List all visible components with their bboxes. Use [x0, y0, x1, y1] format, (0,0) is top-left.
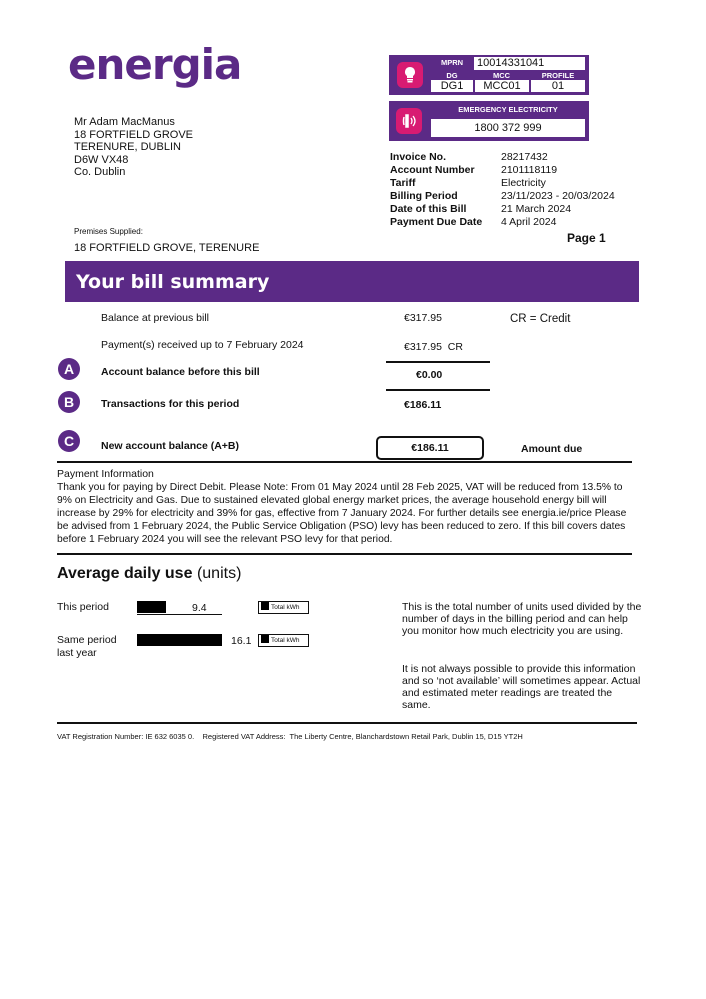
lightbulb-icon	[397, 62, 423, 88]
invoice-value: Electricity	[501, 177, 546, 189]
emergency-title: EMERGENCY ELECTRICITY	[458, 105, 558, 114]
emergency-number: 1800 372 999	[431, 119, 585, 137]
divider	[57, 553, 632, 555]
mcc-label: MCC	[492, 71, 511, 80]
address-line: 18 FORTFIELD GROVE	[74, 128, 193, 141]
mcc-value: MCC01	[475, 80, 529, 92]
invoice-value: 23/11/2023 - 20/03/2024	[501, 190, 615, 202]
invoice-label: Payment Due Date	[390, 216, 483, 228]
divider	[386, 361, 490, 363]
invoice-label: Date of this Bill	[390, 203, 467, 215]
invoice-label: Invoice No.	[390, 151, 447, 163]
mprn-value: 10014331041	[474, 57, 585, 70]
marker-c: C	[58, 430, 80, 452]
premises-value: 18 FORTFIELD GROVE, TERENURE	[74, 242, 260, 254]
footer-vat: VAT Registration Number: IE 632 6035 0. Registered VAT Address: The Liberty Centre, Blanchardstown Retail Park, Dublin 15, D15 YT2H	[57, 732, 523, 741]
transactions-label: Transactions for this period	[101, 398, 240, 410]
adu-title-units: (units)	[196, 565, 242, 582]
payment-info-title: Payment Information	[57, 468, 154, 480]
prev-balance-label: Balance at previous bill	[101, 312, 209, 324]
profile-value: 01	[531, 80, 585, 92]
axis-line	[137, 614, 222, 615]
adu-title-bold: Average daily use	[57, 565, 193, 582]
divider	[57, 461, 632, 463]
invoice-row	[390, 203, 615, 216]
customer-address	[74, 116, 193, 179]
average-daily-use-title	[57, 565, 241, 583]
emergency-box	[389, 101, 589, 141]
transactions-value: €186.11	[404, 399, 442, 411]
prev-balance-value: €317.95	[404, 312, 442, 324]
invoice-row	[390, 190, 615, 203]
divider	[57, 722, 637, 724]
chart-bar-this-period	[137, 601, 166, 613]
legend-total-kwh	[258, 634, 309, 647]
same-period-value: 16.1	[231, 635, 252, 647]
credit-note: CR = Credit	[510, 313, 571, 325]
invoice-value: 21 March 2024	[501, 203, 572, 215]
address-line: TERENURE, DUBLIN	[74, 141, 181, 153]
legend-label: Total kWh	[271, 604, 300, 611]
chart-bar-same-period	[137, 634, 222, 646]
divider	[386, 389, 490, 391]
new-balance-label: New account balance (A+B)	[101, 440, 239, 452]
invoice-label: Billing Period	[390, 190, 458, 202]
invoice-details	[390, 151, 615, 229]
payments-value: €317.95 CR	[404, 341, 463, 353]
mprn-box	[389, 55, 589, 95]
mprn-icon-wrap	[390, 56, 430, 93]
bill-summary-banner	[65, 261, 639, 302]
invoice-value: 2101118119	[501, 164, 558, 176]
invoice-label: Account Number	[390, 164, 475, 176]
payment-info-body: Thank you for paying by Direct Debit. Please Note: From 01 May 2024 until 28 Feb 2025, VAT will be reduced from 13.5% to 9% on Electricity and Gas. Due to sustained elevated global energy market prices, the average household energy bill will increase by 29% for electricity and 39% for gas, effective from 7 January 2024. For further details see energia.ie/price Please be advised from 1 February 2024, the Public Service Obligation (PSO) levy has been reduced to zero. If this bill covers dates before 1 February 2024 you will see the relevant PSO levy for that period.	[57, 482, 627, 545]
invoice-row	[390, 216, 615, 229]
same-period-label-1: Same period	[57, 634, 117, 646]
dg-label: DG	[446, 71, 458, 80]
customer-name: Mr Adam MacManus	[74, 116, 175, 128]
energia-logo: energia	[68, 40, 242, 89]
dg-value: DG1	[431, 80, 473, 92]
address-line: Co. Dublin	[74, 166, 126, 178]
adu-note-2: It is not always possible to provide this information and so ‘not available’ will sometimes appear. Actual and estimated meter readings are treated the same.	[402, 663, 641, 711]
invoice-row	[390, 164, 615, 177]
phone-icon	[396, 108, 422, 134]
invoice-value: 28217432	[501, 151, 548, 163]
legend-label: Total kWh	[271, 637, 300, 644]
invoice-row	[390, 177, 615, 190]
invoice-row	[390, 151, 615, 164]
page-number: Page 1	[567, 231, 606, 245]
balance-before-label: Account balance before this bill	[101, 366, 260, 378]
bill-summary-title: Your bill summary	[76, 271, 270, 293]
marker-b: B	[58, 391, 80, 413]
invoice-value: 4 April 2024	[501, 216, 557, 228]
mprn-grid	[430, 56, 587, 93]
new-balance-value: €186.11	[376, 436, 484, 460]
this-period-label: This period	[57, 601, 109, 613]
legend-swatch	[261, 635, 269, 643]
premises-label: Premises Supplied:	[74, 227, 143, 236]
amount-due-label: Amount due	[521, 443, 583, 455]
balance-before-value: €0.00	[416, 369, 443, 381]
same-period-label	[57, 634, 117, 660]
address-line: D6W VX48	[74, 153, 129, 166]
this-period-value: 9.4	[192, 602, 207, 614]
mprn-label: MPRN	[440, 58, 464, 67]
profile-label: PROFILE	[541, 71, 575, 80]
payments-label: Payment(s) received up to 7 February 2024	[101, 339, 304, 351]
marker-a: A	[58, 358, 80, 380]
same-period-label-2: last year	[57, 647, 97, 659]
legend-total-kwh	[258, 601, 309, 614]
legend-swatch	[261, 602, 269, 610]
adu-note-1: This is the total number of units used divided by the number of days in the billing period and can help you monitor how much electricity you are using.	[402, 601, 642, 637]
invoice-label: Tariff	[390, 177, 416, 189]
